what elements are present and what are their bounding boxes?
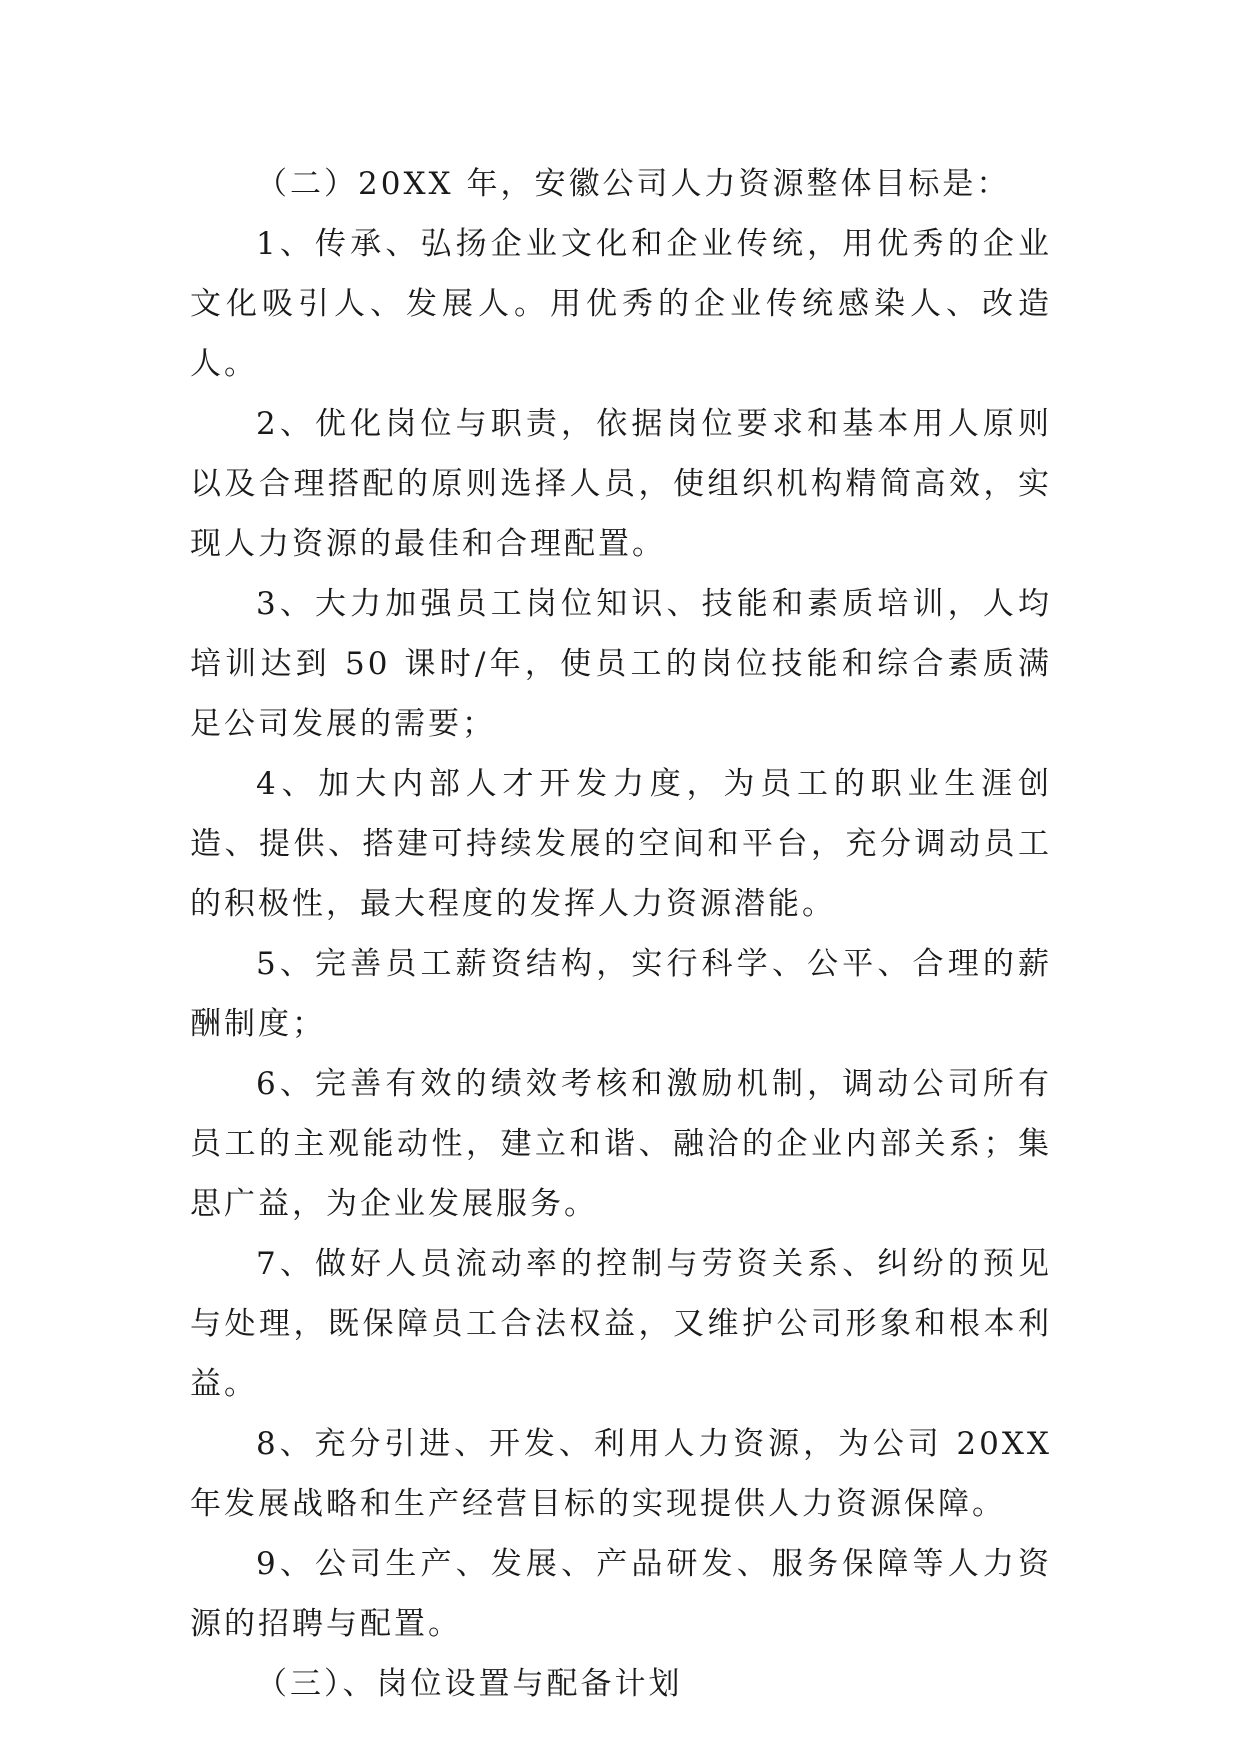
paragraph-5: 5、完善员工薪资结构，实行科学、公平、合理的薪酬制度； bbox=[190, 946, 1052, 1042]
document-page bbox=[190, 154, 1052, 1714]
section-heading: （二）20XX 年，安徽公司人力资源整体目标是： bbox=[256, 166, 1011, 202]
paragraph-9: 9、公司生产、发展、产品研发、服务保障等人力资源的招聘与配置。 bbox=[190, 1546, 1052, 1642]
paragraph-4: 4、加大内部人才开发力度，为员工的职业生涯创造、提供、搭建可持续发展的空间和平台，充分调动员工的积极性，最大程度的发挥人力资源潜能。 bbox=[190, 766, 1052, 922]
section-subheading: （三）、岗位设置与配备计划 bbox=[256, 1666, 683, 1702]
paragraph-3: 3、大力加强员工岗位知识、技能和素质培训，人均培训达到 50 课时/年，使员工的岗位技能和综合素质满足公司发展的需要； bbox=[190, 586, 1052, 742]
paragraph-1: 1、传承、弘扬企业文化和企业传统，用优秀的企业文化吸引人、发展人。用优秀的企业传统感染人、改造人。 bbox=[190, 226, 1052, 382]
paragraph-8: 8、充分引进、开发、利用人力资源，为公司 20XX 年发展战略和生产经营目标的实现提供人力资源保障。 bbox=[190, 1426, 1052, 1522]
paragraph-7: 7、做好人员流动率的控制与劳资关系、纠纷的预见与处理，既保障员工合法权益，又维护公司形象和根本利益。 bbox=[190, 1246, 1052, 1402]
paragraph-6: 6、完善有效的绩效考核和激励机制，调动公司所有员工的主观能动性，建立和谐、融洽的企业内部关系；集思广益，为企业发展服务。 bbox=[190, 1066, 1052, 1222]
paragraph-2: 2、优化岗位与职责，依据岗位要求和基本用人原则以及合理搭配的原则选择人员，使组织机构精简高效，实现人力资源的最佳和合理配置。 bbox=[190, 406, 1052, 562]
